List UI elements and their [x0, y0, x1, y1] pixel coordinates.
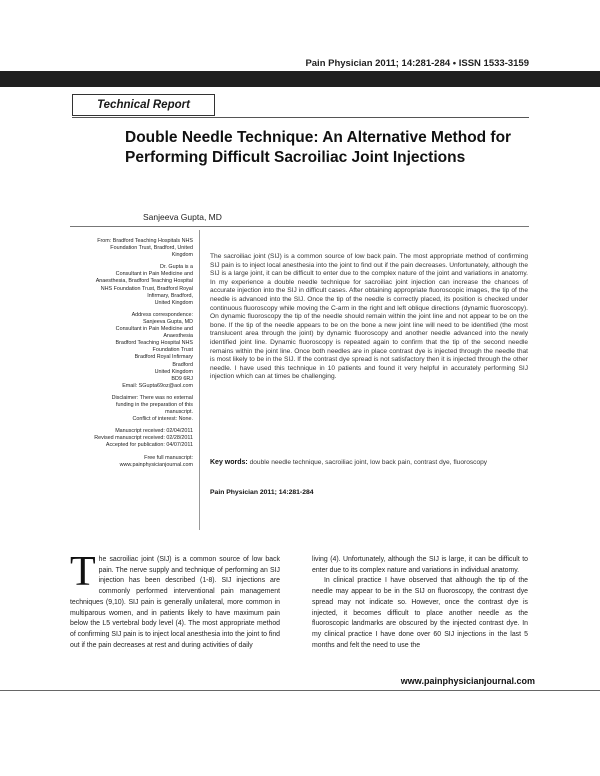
sidebar-metadata [70, 238, 193, 469]
body-column-left [70, 549, 280, 651]
author-divider [70, 226, 529, 227]
footer-url[interactable]: www.painphysicianjournal.com [400, 676, 535, 686]
abstract-text: The sacroiliac joint (SIJ) is a common source of low back pain. The most appropriate method of confirming SIJ pain is to inject local anesthesia into the joint to find out if the pain decreases. Unfortunately, although the SIJ is a large joint, it can be difficult to enter due to the complex nature of the joint and variations in anatomy. In my experience a double needle technique for sacroiliac joint injection can increase the chances of accurate injection into the SIJ in difficult cases. After obtaining appropriate fluoroscopic images, the tip of the needle is advanced into the SIJ. Once the tip of the needle is correctly placed, its position is checked under continuous fluoroscopy while moving the C-arm in the right and left oblique directions (dynamic fluoroscopy). On dynamic fluoroscopy the tip of the needle should remain within the joint line and not appear to be on the bone. If the tip of the needle appears to be on the bone a new joint line will need to be identified (the most translucent area through the joint) by dynamic fluoroscopy and another needle advanced into the newly identified joint line. Dynamic fluoroscopy is repeated again to confirm that the tip of the second needle remains within the joint line. Once both needles are in place contrast dye is injected through the needle that is most likely to be in the SIJ. If the contrast dye spread is not satisfactory then it is injected through the other needle. I have used this technique in 10 patients and found it very helpful in accurately performing SIJ injection which can at times be challenging. [210, 253, 528, 381]
journal-citation-header: Pain Physician 2011; 14:281-284 • ISSN 1533-3159 [305, 58, 529, 69]
section-divider [72, 117, 529, 118]
footer-divider [0, 690, 600, 691]
body-column-right [312, 555, 528, 651]
article-author: Sanjeeva Gupta, MD [143, 212, 222, 222]
sidebar-divider [199, 230, 200, 530]
article-title: Double Needle Technique: An Alternative Method for Performing Difficult Sacroiliac Joint Injections [125, 129, 512, 166]
sidebar-correspondence: Address correspondence: Sanjeeva Gupta, MD Consultant in Pain Medicine and Anaesthesia Bradford Teaching Hospital NHS Foundation Trust Bradford Royal Infirmary Bradford United Kingdom BD9 6RJ Email: SGupta69oz@aol.com [70, 312, 193, 390]
sidebar-fulltext: Free full manuscript: www.painphysicianjournal.com [70, 455, 193, 469]
fulltext-link[interactable]: www.painphysicianjournal.com [119, 461, 193, 468]
body-paragraph: living (4). Unfortunately, although the SIJ is large, it can be difficult to enter due to its complex nature and variations in individual anatomy. [312, 556, 528, 574]
keywords-list: double needle technique, sacroiliac joint, low back pain, contrast dye, fluoroscopy [249, 459, 488, 466]
drop-cap: T [70, 549, 96, 595]
keywords-label: Key words: [210, 459, 248, 466]
sidebar-from: From: Bradford Teaching Hospitals NHS Foundation Trust, Bradford, United Kingdom [97, 238, 193, 259]
body-paragraph: In clinical practice I have observed that although the tip of the needle may appear to be in the SIJ on fluoroscopy, the contrast dye spread may not indicate so. However, once the contrast dye is injected, it becomes difficult to place another needle as the fluoroscopic landmarks are obscured by the injected contrast dye. In my clinical practice I have done over 60 SIJ injections in the last 5 months and felt the need to use the [312, 577, 528, 649]
body-paragraph: he sacroiliac joint (SIJ) is a common source of low back pain. The nerve supply and technique of performing an SIJ injection has been described (1-8). SIJ injections are commonly performed interventional pain management techniques (9,10). SIJ pain is generally unilateral, more common in multiparous women, and in patients likely to have maximum pain below the L5 vertebral body level (4). The most appropriate method of confirming SIJ pain is to inject local anesthesia into the joint to find out if the pain decreases at rest and during activities of daily [70, 556, 280, 649]
article-citation: Pain Physician 2011; 14:281-284 [210, 489, 314, 496]
sidebar-affiliation: Dr. Gupta is a Consultant in Pain Medicine and Anaesthesia, Bradford Teaching Hospital NHS Foundation Trust, Bradford Royal Infirmary, Bradford, United Kingdom [95, 264, 193, 306]
sidebar-disclaimer: Disclaimer: There was no external funding in the preparation of this manuscript. Conflict of interest: None. [111, 394, 193, 423]
keywords [210, 459, 528, 468]
section-label: Technical Report [72, 94, 215, 116]
correspondence-email[interactable]: Email: SGupta69oz@aol.com [122, 382, 193, 389]
header-bar [0, 71, 600, 87]
sidebar-dates: Manuscript received: 02/04/2011 Revised manuscript received: 02/28/2011 Accepted for publication: 04/07/2011 [94, 428, 193, 449]
